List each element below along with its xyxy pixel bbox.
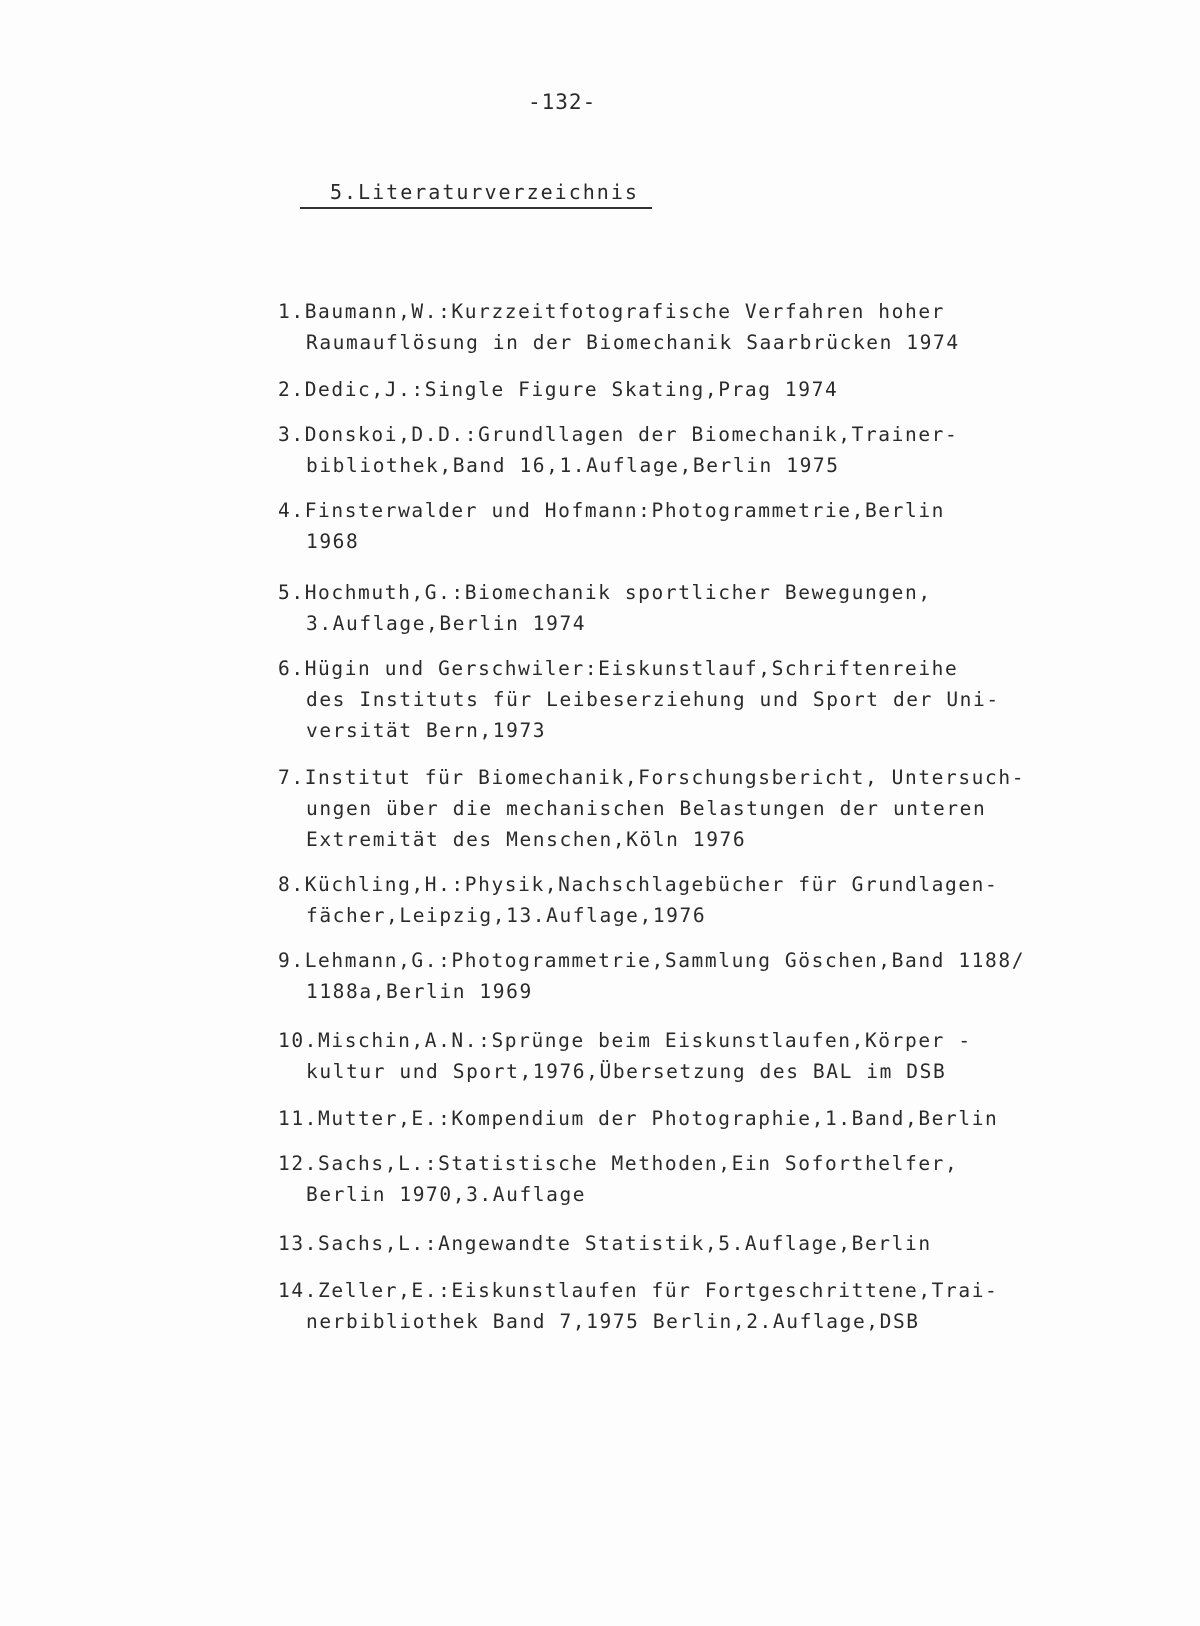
reference-number: 1. <box>278 300 305 323</box>
reference-item <box>278 419 1108 481</box>
reference-text: Mischin,A.N.:Sprünge beim Eiskunstlaufen,Körper - <box>318 1029 972 1052</box>
reference-number: 3. <box>278 423 305 446</box>
page-number: -132- <box>528 90 597 114</box>
reference-first-line <box>278 374 1108 405</box>
reference-continuation-line: ungen über die mechanischen Belastungen der unteren <box>306 797 987 820</box>
reference-continuation-line: versität Bern,1973 <box>306 719 547 742</box>
reference-continuation-line: bibliothek,Band 16,1.Auflage,Berlin 1975 <box>306 454 840 477</box>
reference-first-line <box>278 945 1108 976</box>
reference-text: Hügin und Gerschwiler:Eiskunstlauf,Schriftenreihe <box>304 657 959 680</box>
reference-number: 4. <box>278 499 305 522</box>
reference-continuation-line: 1968 <box>306 530 360 553</box>
reference-first-line <box>278 495 1108 526</box>
reference-text: Finsterwalder und Hofmann:Photogrammetrie,Berlin <box>304 499 946 522</box>
section-title: 5.Literaturverzeichnis <box>330 180 639 204</box>
reference-number: 6. <box>278 657 305 680</box>
reference-first-line <box>278 1275 1108 1306</box>
reference-first-line <box>278 762 1108 793</box>
reference-text: Lehmann,G.:Photogrammetrie,Sammlung Göschen,Band 1188/ <box>304 949 1026 972</box>
reference-number: 5. <box>278 581 305 604</box>
reference-continuation-line: Raumauflösung in der Biomechanik Saarbrücken 1974 <box>306 331 960 354</box>
reference-first-line <box>278 869 1108 900</box>
reference-text: Zeller,E.:Eiskunstlaufen für Fortgeschrittene,Trai- <box>318 1279 999 1302</box>
reference-item <box>278 653 1108 746</box>
reference-continuation-line: 1188a,Berlin 1969 <box>306 980 533 1003</box>
reference-first-line <box>278 1148 1108 1179</box>
reference-item <box>278 374 1108 405</box>
reference-continuation-line: kultur und Sport,1976,Übersetzung des BAL im DSB <box>306 1060 947 1083</box>
reference-text: Hochmuth,G.:Biomechanik sportlicher Bewegungen, <box>304 581 932 604</box>
reference-item <box>278 1275 1108 1337</box>
reference-number: 9. <box>278 949 305 972</box>
reference-number: 2. <box>278 378 305 401</box>
reference-continuation-line: fächer,Leipzig,13.Auflage,1976 <box>306 904 707 927</box>
reference-number: 14. <box>278 1279 319 1302</box>
reference-text: Institut für Biomechanik,Forschungsbericht, Untersuch- <box>304 766 1026 789</box>
reference-number: 12. <box>278 1152 319 1175</box>
reference-first-line <box>278 296 1108 327</box>
reference-text: Donskoi,D.D.:Grundllagen der Biomechanik,Trainer- <box>304 423 959 446</box>
reference-number: 7. <box>278 766 305 789</box>
reference-first-line <box>278 577 1108 608</box>
reference-first-line <box>278 419 1108 450</box>
reference-first-line <box>278 1103 1108 1134</box>
title-underline <box>300 207 652 209</box>
reference-text: Mutter,E.:Kompendium der Photographie,1.Band,Berlin <box>318 1107 999 1130</box>
reference-continuation-line: Berlin 1970,3.Auflage <box>306 1183 587 1206</box>
reference-item <box>278 296 1108 358</box>
reference-first-line <box>278 653 1108 684</box>
reference-number: 8. <box>278 873 305 896</box>
reference-continuation-line: 3.Auflage,Berlin 1974 <box>306 612 587 635</box>
reference-item <box>278 869 1108 931</box>
reference-item <box>278 1025 1108 1087</box>
reference-text: Sachs,L.:Statistische Methoden,Ein Soforthelfer, <box>318 1152 959 1175</box>
reference-item <box>278 945 1108 1007</box>
reference-number: 13. <box>278 1232 319 1255</box>
reference-item <box>278 762 1108 855</box>
reference-continuation-line: Extremität des Menschen,Köln 1976 <box>306 828 747 851</box>
reference-continuation-line: nerbibliothek Band 7,1975 Berlin,2.Auflage,DSB <box>306 1310 920 1333</box>
reference-number: 11. <box>278 1107 319 1130</box>
reference-text: Baumann,W.:Kurzzeitfotografische Verfahren hoher <box>304 300 946 323</box>
reference-continuation-line: des Instituts für Leibeserziehung und Sport der Uni- <box>306 688 1000 711</box>
reference-first-line <box>278 1228 1108 1259</box>
reference-number: 10. <box>278 1029 319 1052</box>
reference-item <box>278 577 1108 639</box>
reference-item <box>278 1103 1108 1134</box>
reference-item <box>278 495 1108 557</box>
reference-first-line <box>278 1025 1108 1056</box>
reference-text: Dedic,J.:Single Figure Skating,Prag 1974 <box>304 378 839 401</box>
reference-list <box>278 282 1108 1337</box>
reference-item <box>278 1228 1108 1259</box>
reference-text: Sachs,L.:Angewandte Statistik,5.Auflage,Berlin <box>318 1232 932 1255</box>
reference-item <box>278 1148 1108 1210</box>
reference-text: Küchling,H.:Physik,Nachschlagebücher für Grundlagen- <box>304 873 999 896</box>
